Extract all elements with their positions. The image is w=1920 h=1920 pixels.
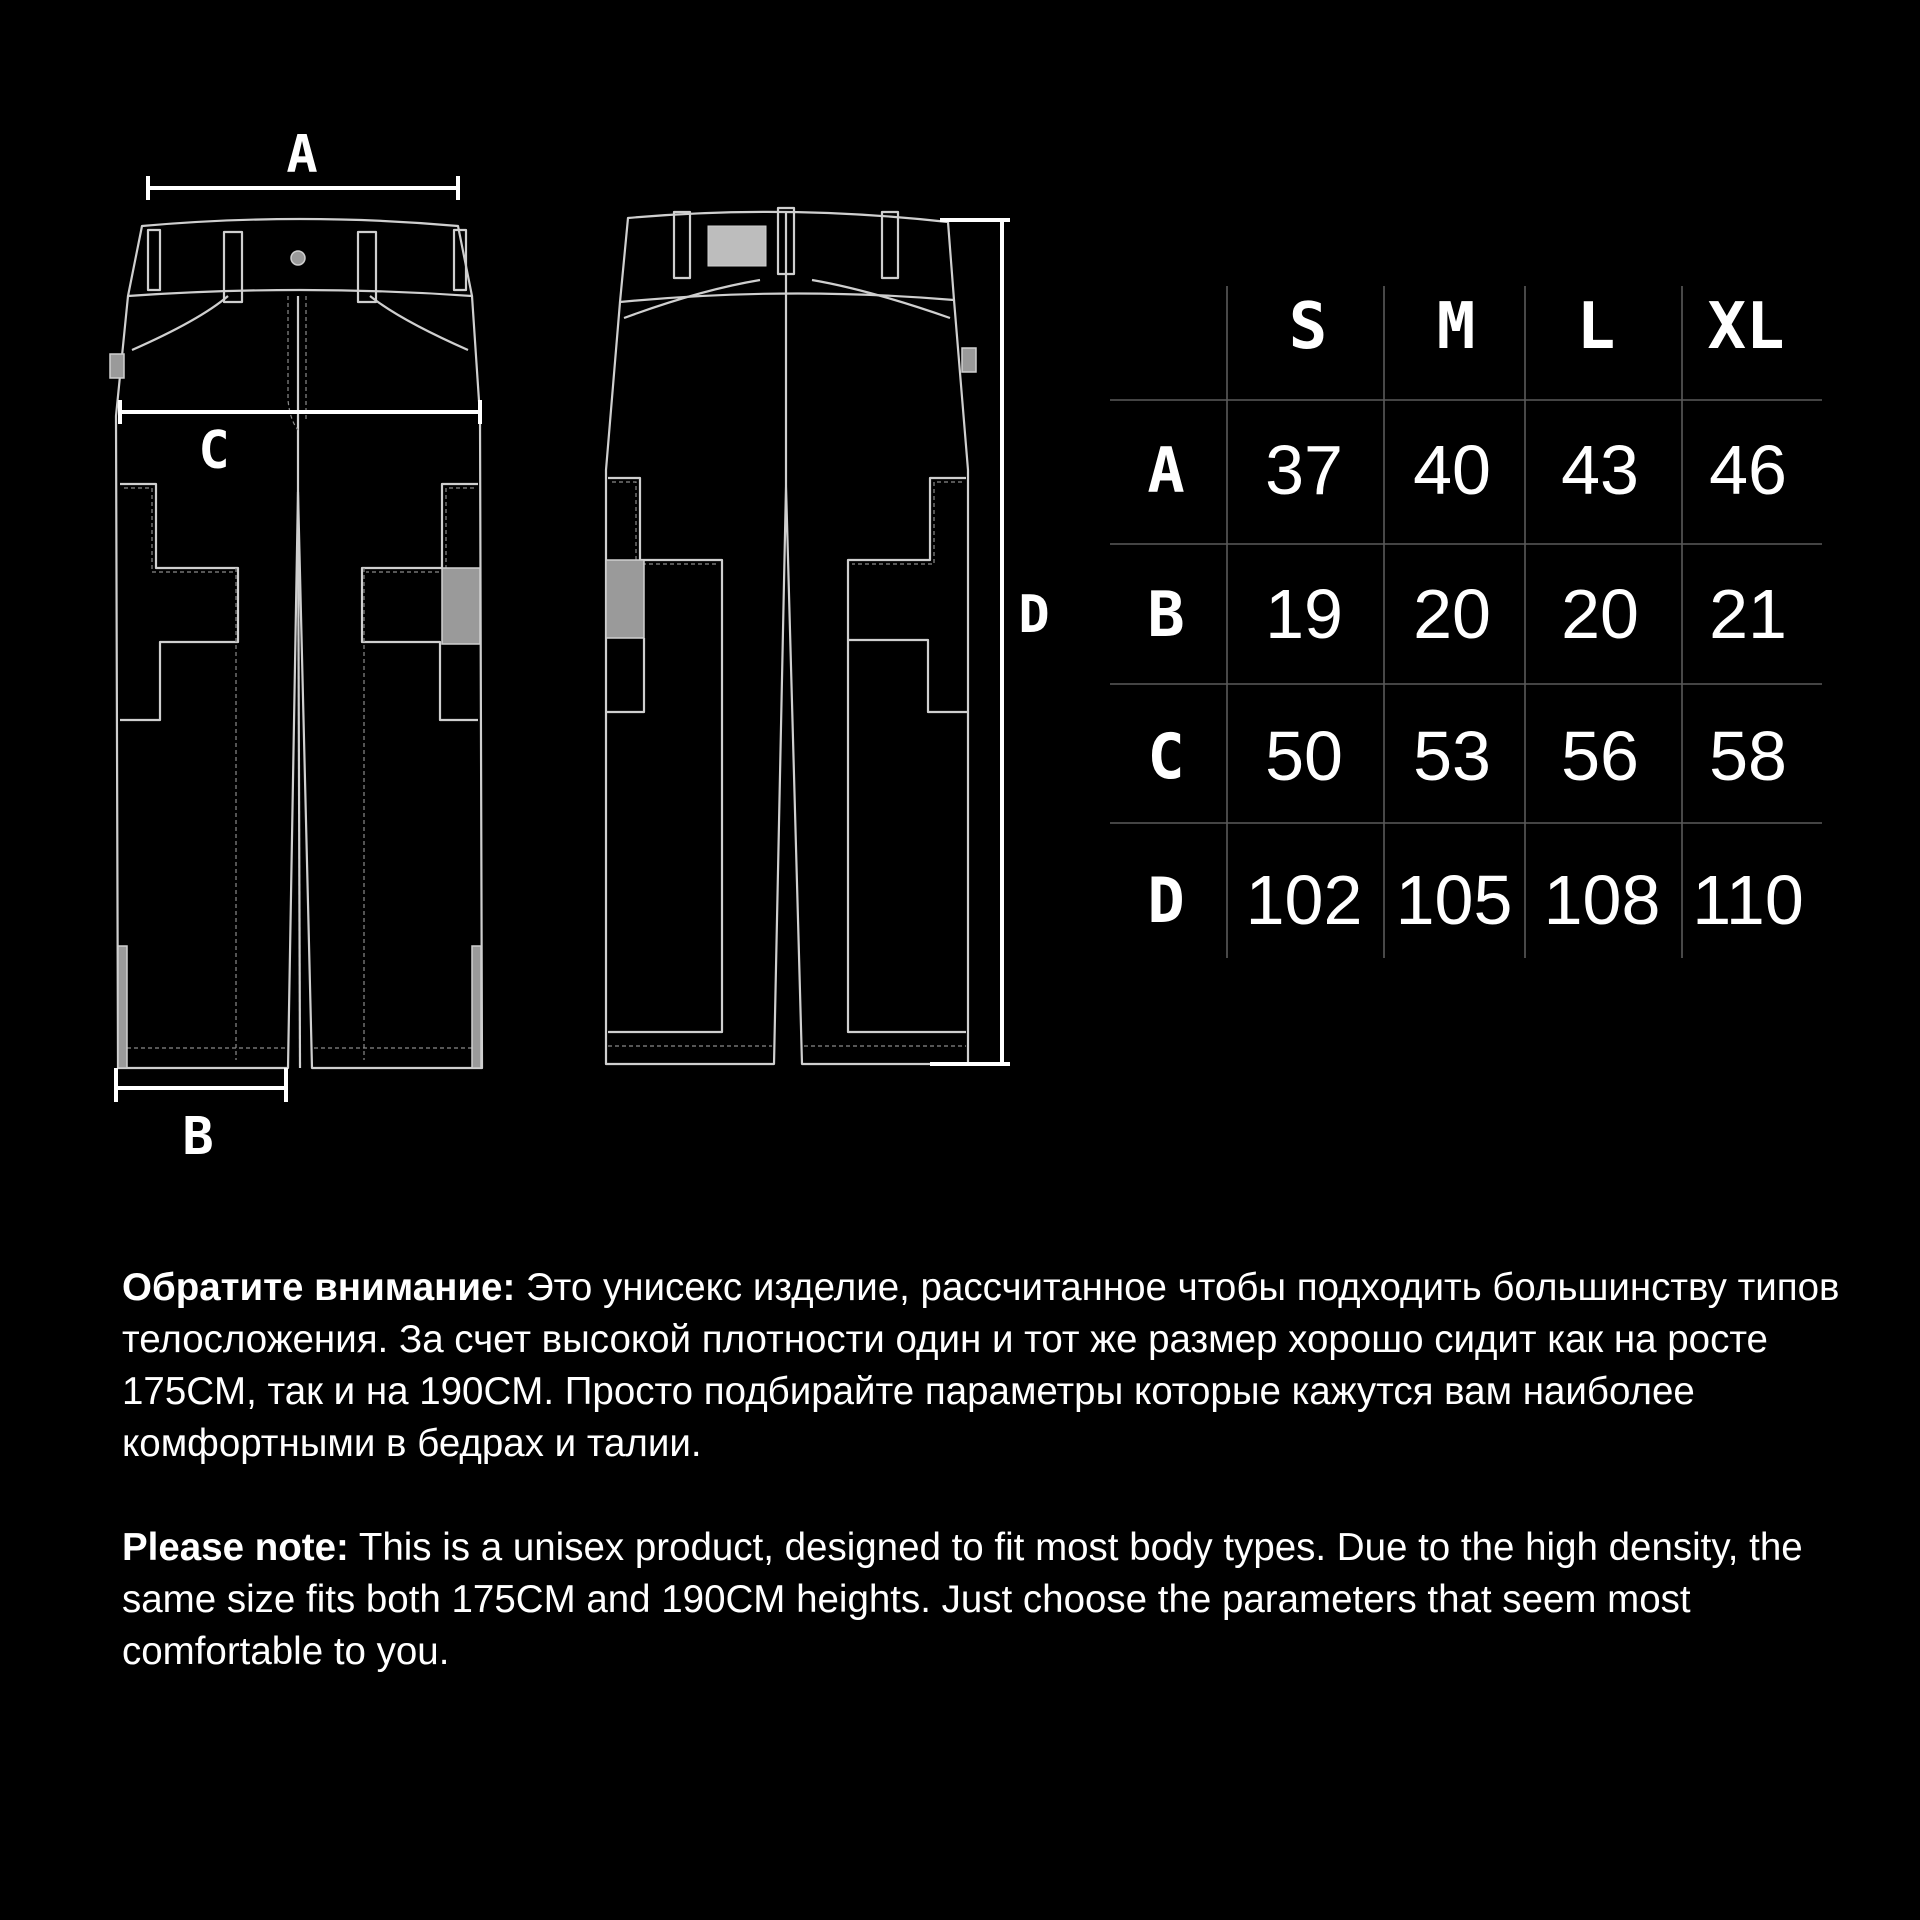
row-label-d: D bbox=[1147, 864, 1185, 937]
table-row bbox=[1147, 431, 1787, 509]
cell-c-l: 56 bbox=[1561, 717, 1639, 795]
cell-c-m: 53 bbox=[1413, 717, 1491, 795]
note-english-text: This is a unisex product, designed to fit most body types. Due to the high density, the same size fits both 175CM and 190CM heights. Just choose the parameters that seem most comfortable to you. bbox=[122, 1526, 1803, 1673]
back-trousers-drawing bbox=[606, 208, 976, 1064]
note-english bbox=[122, 1522, 1882, 1678]
cell-c-s: 50 bbox=[1265, 717, 1343, 795]
table-row bbox=[1147, 861, 1803, 939]
note-russian-text: Это унисекс изделие, рассчитанное чтобы подходить большинству типов телосложения. За счет высокой плотности один и тот же размер хорошо сидит как на росте 175CM, так и на 190CM. Просто подбирайте параметры которые кажутся вам наиболее комфортными в бедрах и талии. bbox=[122, 1266, 1840, 1465]
cell-a-l: 43 bbox=[1561, 431, 1639, 509]
cell-a-xl: 46 bbox=[1709, 431, 1787, 509]
measure-label-b: B bbox=[182, 1107, 214, 1167]
size-table bbox=[1110, 286, 1822, 958]
measure-d bbox=[930, 220, 1050, 1064]
row-label-c: C bbox=[1147, 720, 1185, 793]
measure-label-d: D bbox=[1018, 585, 1050, 645]
table-row bbox=[1147, 717, 1787, 795]
size-header-l: L bbox=[1576, 290, 1616, 364]
cell-d-s: 102 bbox=[1245, 861, 1363, 939]
row-label-a: A bbox=[1147, 434, 1185, 507]
cell-b-xl: 21 bbox=[1709, 575, 1787, 653]
row-label-b: B bbox=[1147, 578, 1185, 651]
cell-d-xl: 110 bbox=[1692, 861, 1804, 939]
table-row bbox=[1147, 575, 1787, 653]
cell-c-xl: 58 bbox=[1709, 717, 1787, 795]
note-russian-lead: Обратите внимание: bbox=[122, 1266, 516, 1309]
front-trousers-drawing bbox=[110, 219, 482, 1068]
size-header-xl: XL bbox=[1707, 290, 1785, 364]
note-russian bbox=[122, 1262, 1882, 1470]
cell-a-m: 40 bbox=[1413, 431, 1491, 509]
cell-b-l: 20 bbox=[1561, 575, 1639, 653]
cell-d-m: 105 bbox=[1395, 861, 1513, 939]
cell-b-m: 20 bbox=[1413, 575, 1491, 653]
measure-b bbox=[116, 1068, 286, 1167]
size-header-m: M bbox=[1436, 290, 1476, 364]
measure-c bbox=[120, 400, 480, 481]
notes-section bbox=[122, 1262, 1882, 1730]
cell-d-l: 108 bbox=[1543, 861, 1661, 939]
note-english-lead: Please note: bbox=[122, 1526, 349, 1569]
cell-b-s: 19 bbox=[1265, 575, 1343, 653]
measure-label-a: A bbox=[286, 125, 318, 185]
measure-label-c: C bbox=[198, 421, 230, 481]
measure-a bbox=[148, 125, 458, 200]
cell-a-s: 37 bbox=[1265, 431, 1343, 509]
size-header-s: S bbox=[1288, 290, 1328, 364]
